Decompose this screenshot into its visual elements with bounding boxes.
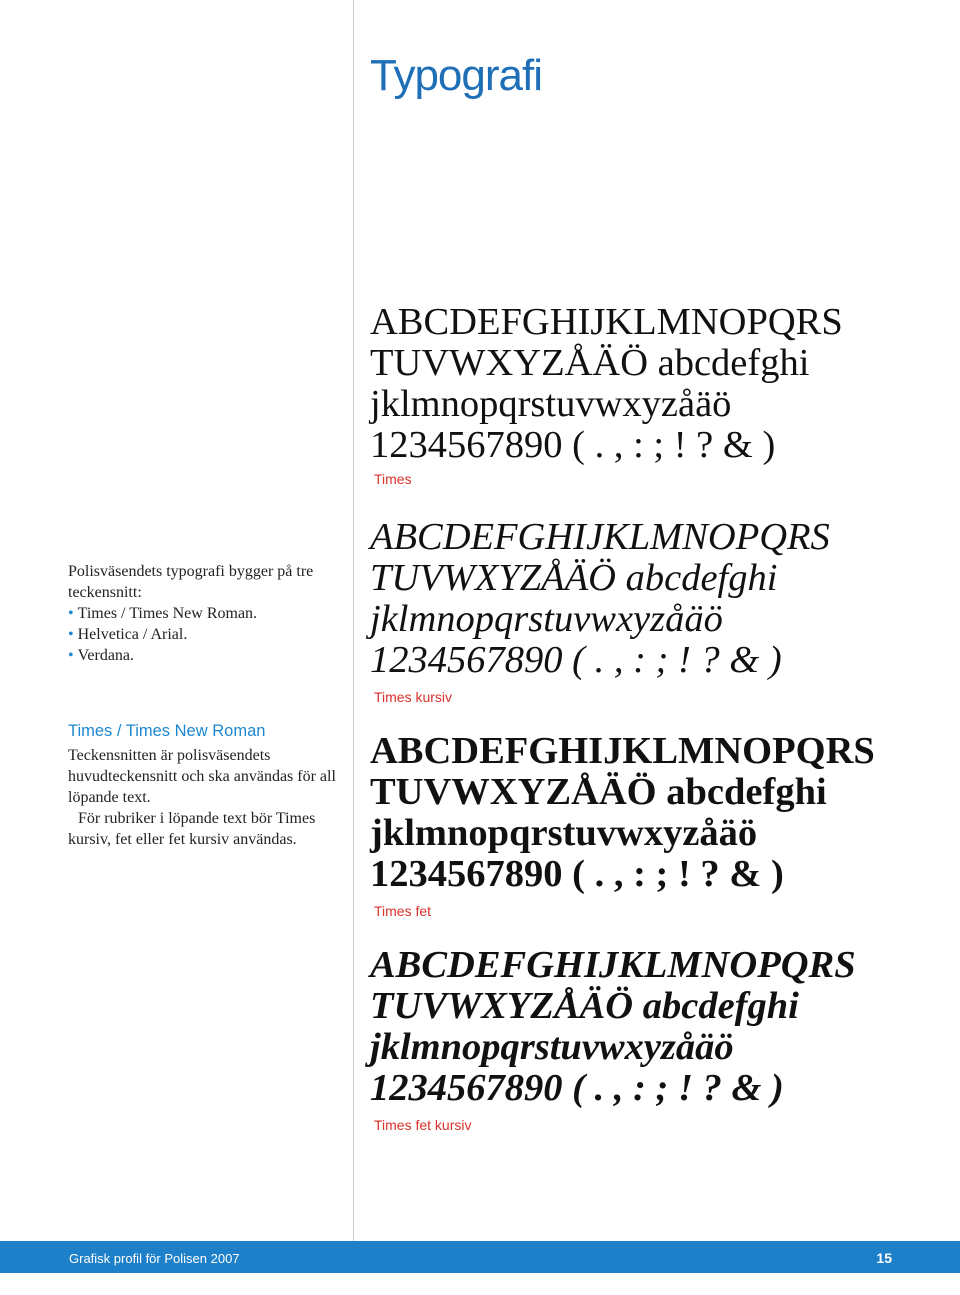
specimen-line: jklmnopqrstuvwxyzåäö [370,812,758,854]
section-heading: Times / Times New Roman [68,722,266,740]
section-body [68,745,348,850]
specimen-line: TUVWXYZÅÄÖ abcdefghi [370,985,799,1027]
specimen-line: 1234567890 ( . , : ; ! ? & ) [370,639,782,681]
specimen-line: 1234567890 ( . , : ; ! ? & ) [370,424,776,466]
specimen-line: ABCDEFGHIJKLMNOPQRS [370,516,830,558]
font-list [68,603,348,666]
specimen-line: ABCDEFGHIJKLMNOPQRS [370,944,856,986]
specimen-line: TUVWXYZÅÄÖ abcdefghi [370,557,778,599]
specimen-caption: Times fet [374,903,432,919]
font-list-item: • Verdana. [68,647,135,664]
specimen-caption: Times [374,471,412,487]
specimen-line: ABCDEFGHIJKLMNOPQRS [370,730,875,772]
specimen-line: 1234567890 ( . , : ; ! ? & ) [370,1067,784,1109]
font-list-item: • Helvetica / Arial. [68,626,188,643]
paragraph: Teckensnitten är polisväsendets huvudteckensnitt och ska användas för all löpande text. [68,747,336,806]
paragraph: För rubriker i löpande text bör Times kursiv, fet eller fet kursiv användas. [68,810,316,848]
specimen-times-kursiv [370,517,830,705]
page-title: Typografi [370,51,542,101]
specimen-line: jklmnopqrstuvwxyzåäö [370,1026,734,1068]
bullet-icon: • [68,605,74,622]
specimen-line: jklmnopqrstuvwxyzåäö [370,383,732,425]
bullet-icon: • [68,626,74,643]
page-number: 15 [876,1250,892,1266]
specimen-caption: Times fet kursiv [374,1117,472,1133]
footer-text: Grafisk profil för Polisen 2007 [69,1251,240,1266]
specimen-caption: Times kursiv [374,689,453,705]
specimen-times-fet [370,731,875,919]
intro-block [68,561,348,666]
bullet-icon: • [68,647,74,664]
specimen-line: 1234567890 ( . , : ; ! ? & ) [370,853,784,895]
specimen-times [370,302,843,487]
footer-bar [0,1241,960,1273]
specimen-line: ABCDEFGHIJKLMNOPQRS [370,301,843,343]
column-divider [353,0,354,1245]
intro-text: Polisväsendets typografi bygger på tre teckensnitt: [68,563,314,601]
specimen-line: TUVWXYZÅÄÖ abcdefghi [370,771,827,813]
specimen-line: TUVWXYZÅÄÖ abcdefghi [370,342,810,384]
font-list-item: • Times / Times New Roman. [68,605,258,622]
specimen-times-fet-kursiv [370,945,856,1133]
specimen-line: jklmnopqrstuvwxyzåäö [370,598,723,640]
